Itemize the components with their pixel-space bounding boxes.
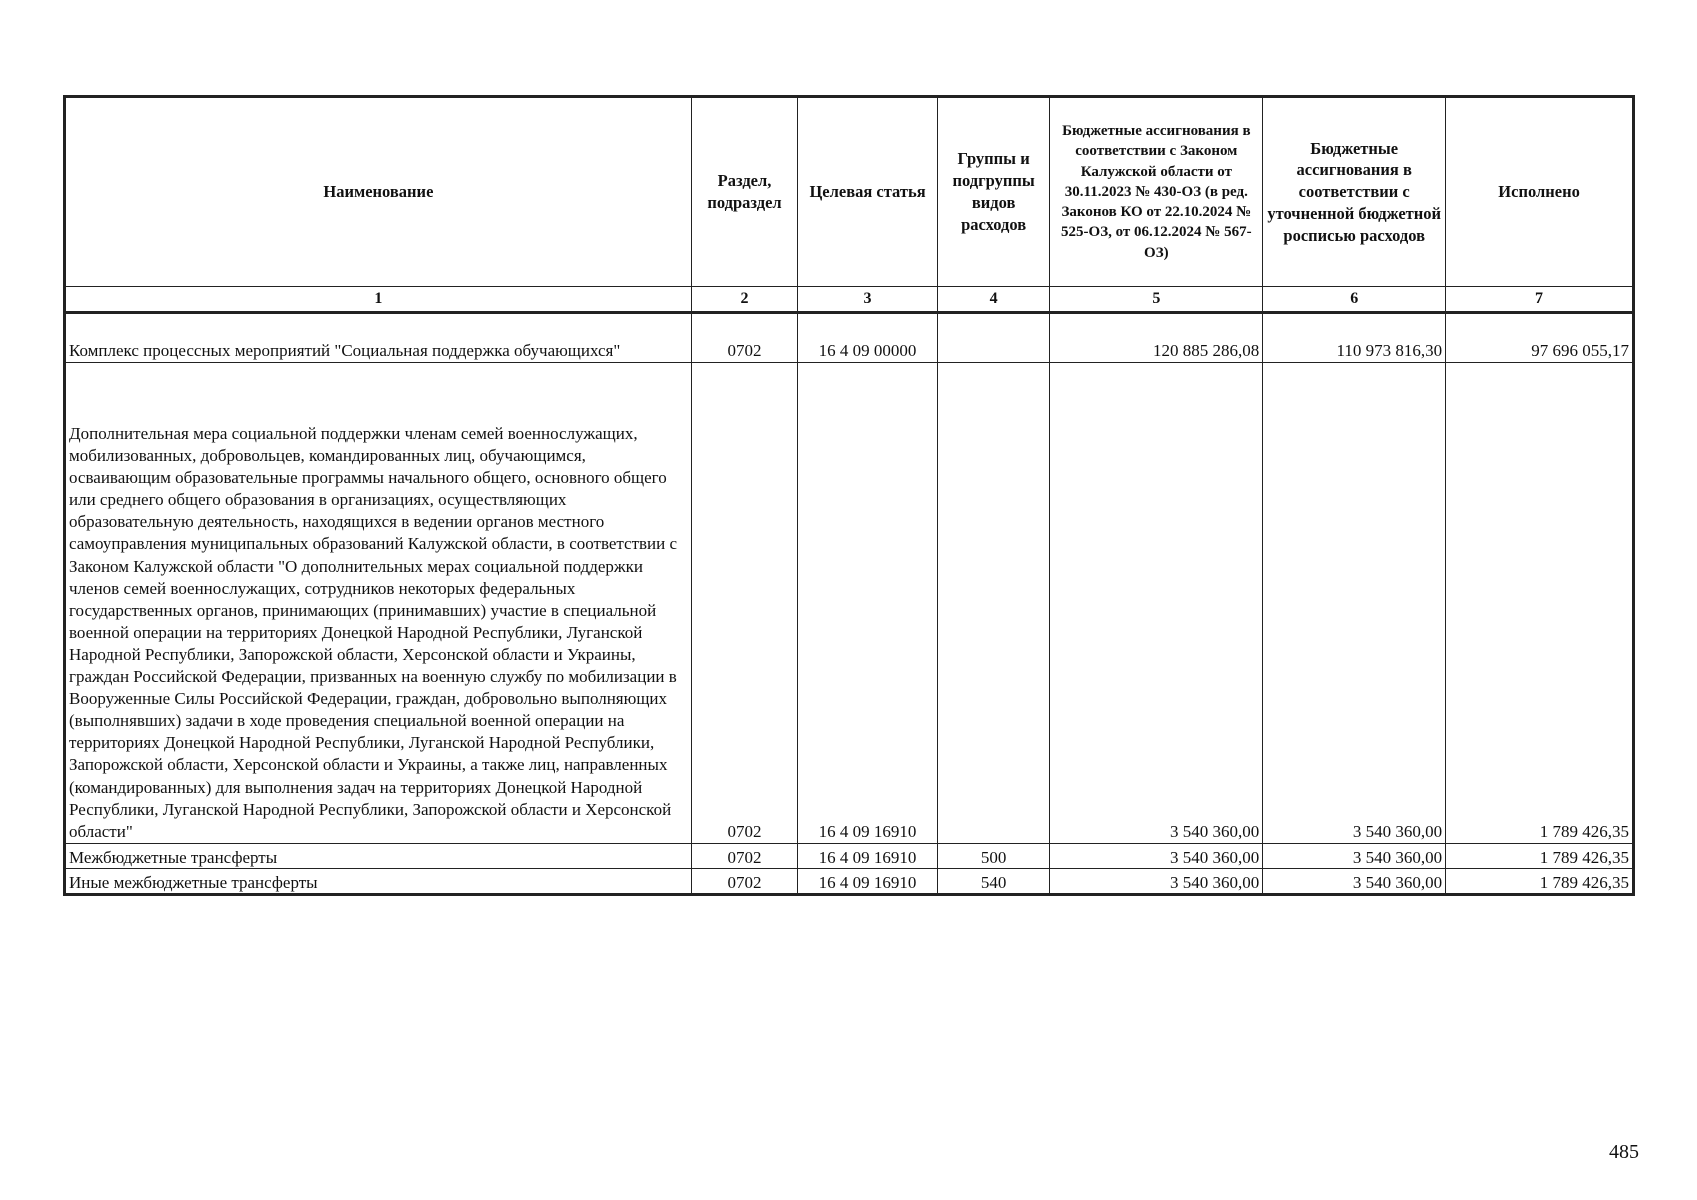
row-target-article: 16 4 09 16910 [798, 363, 938, 844]
table-row [65, 313, 1634, 363]
header-name: Наименование [65, 97, 692, 287]
column-number: 2 [691, 287, 797, 313]
column-number: 7 [1446, 287, 1634, 313]
table-row [65, 843, 1634, 868]
column-number: 1 [65, 287, 692, 313]
column-number-row [65, 287, 1634, 313]
row-law-amount: 3 540 360,00 [1050, 843, 1263, 868]
row-schedule-amount: 3 540 360,00 [1263, 843, 1446, 868]
row-executed: 1 789 426,35 [1446, 843, 1634, 868]
row-target-article: 16 4 09 16910 [798, 843, 938, 868]
header-row [65, 97, 1634, 287]
row-name: Дополнительная мера социальной поддержки членам семей военнослужащих, мобилизованных, добровольцев, командированных лиц, обучающимся, осваивающим образовательные программы начального общего, основного общего или среднего общего образования в организациях, осуществляющих образовательную деятельность, находящихся в ведении органов местного самоуправления муниципальных образований Калужской области, в соответствии с Законом Калужской области "О дополнительных мерах социальной поддержки членов семей военнослужащих, сотрудников некоторых федеральных государственных органов, принимающих (принимавших) участие в специальной военной операции на территориях Донецкой Народной Республики, Луганской Народной Республики, Запорожской области, Херсонской области и Украины, граждан Российской Федерации, призванных на военную службу по мобилизации в Вооруженные Силы Российской Федерации, граждан, добровольно выполняющих (выполнявших) задачи в ходе проведения специальной военной операции на территориях Донецкой Народной Республики, Луганской Народной Республики, Запорожской области, Херсонской области и Украины, а также лиц, направленных (командированных) для выполнения задач на территориях Донецкой Народной Республики, Луганской Народной Республики, Запорожской области и Херсонской области" [65, 363, 692, 844]
row-executed: 1 789 426,35 [1446, 363, 1634, 844]
row-schedule-amount: 3 540 360,00 [1263, 363, 1446, 844]
row-name: Иные межбюджетные трансферты [65, 868, 692, 894]
column-number: 6 [1263, 287, 1446, 313]
row-schedule-amount: 110 973 816,30 [1263, 313, 1446, 363]
row-section: 0702 [691, 313, 797, 363]
row-section: 0702 [691, 363, 797, 844]
table-row [65, 868, 1634, 894]
row-expense-group: 500 [937, 843, 1050, 868]
header-target-article: Целевая статья [798, 97, 938, 287]
row-schedule-amount: 3 540 360,00 [1263, 868, 1446, 894]
row-target-article: 16 4 09 16910 [798, 868, 938, 894]
header-section: Раздел, подраздел [691, 97, 797, 287]
row-executed: 97 696 055,17 [1446, 313, 1634, 363]
row-section: 0702 [691, 843, 797, 868]
column-number: 4 [937, 287, 1050, 313]
row-law-amount: 3 540 360,00 [1050, 363, 1263, 844]
header-executed: Исполнено [1446, 97, 1634, 287]
row-executed: 1 789 426,35 [1446, 868, 1634, 894]
budget-table [63, 95, 1635, 896]
header-law-allocations: Бюджетные ассигнования в соответствии с Законом Калужской области от 30.11.2023 № 430-ОЗ (в ред. Законов КО от 22.10.2024 № 525-ОЗ, от 06.12.2024 № 567-ОЗ) [1050, 97, 1263, 287]
row-section: 0702 [691, 868, 797, 894]
row-target-article: 16 4 09 00000 [798, 313, 938, 363]
row-expense-group [937, 313, 1050, 363]
row-law-amount: 3 540 360,00 [1050, 868, 1263, 894]
row-name: Межбюджетные трансферты [65, 843, 692, 868]
row-expense-group [937, 363, 1050, 844]
row-law-amount: 120 885 286,08 [1050, 313, 1263, 363]
column-number: 5 [1050, 287, 1263, 313]
page-number: 485 [1609, 1141, 1639, 1163]
table-row [65, 363, 1634, 844]
row-name: Комплекс процессных мероприятий "Социальная поддержка обучающихся" [65, 313, 692, 363]
row-expense-group: 540 [937, 868, 1050, 894]
header-schedule-allocations: Бюджетные ассигнования в соответствии с уточненной бюджетной росписью расходов [1263, 97, 1446, 287]
column-number: 3 [798, 287, 938, 313]
header-expense-group: Группы и подгруппы видов расходов [937, 97, 1050, 287]
